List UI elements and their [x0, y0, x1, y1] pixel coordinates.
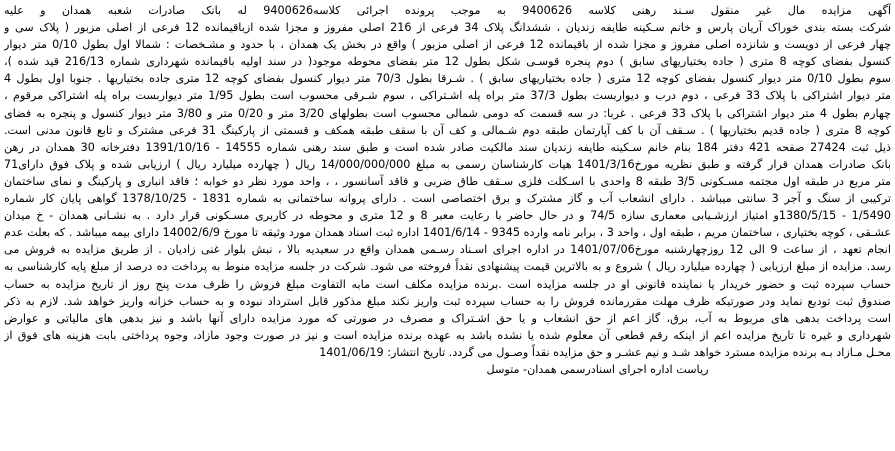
notice-line-2: شرکت بسته بندی خوراک آریان پارس و خانم سـکینه طایفه زندیان ، ششدانگ پلاک 34 فرعی از 216 اصلی مفروز و مجزا شده ازباقیمانده 12 فرعی از اصلی مزبور ( پلاک سی و — [4, 21, 891, 35]
notice-line-4: کنسول بفضای کوچه 8 متری ( جاده بختیاریهای سابق ) دوم پنجره قوسـی شکل بطول 12 متر بفضای محوطه موجود( در سند اولیه باقیمانده شهرداری شماره 216/13 قید شده )، — [4, 55, 891, 69]
notice-line-7: چهارم بطول 4 متر دیوار اشتراکی با پلاک 33 فرعی . غربا: در سه قسمت که دومی شمالی محسوب است بطولهای 3/20 متر و 0/20 متر و 3/80 متر دیوار کنسول و پنجره به فضای — [4, 106, 891, 120]
notice-line-17: حساب سپرده ثبت و حضور خریدار یا نماینده قانونی او در جلسه مزایده است .برنده مزایده مکلف است مابه التفاوت مبلغ فروش را ظرف مدت پنج روز از تاریخ مزایده به حساب — [4, 277, 891, 291]
notice-line-10: بانک صادرات همدان قرار گرفته و طبق نظریه مورخ1401/3/16 هیات کارشناسان رسمی به مبلغ 14/000/000/000 ریال ( چهارده میلیارد ریال ) ارزیابی شده و پلاک فوق دارای71 — [4, 157, 891, 171]
notice-line-8: کوچه 8 متری ( جاده قدیم بختیاریها ) . سـقف آن با کف آپارتمان طبقه دوم شـمالی و کف آن با سقف طبقه همکف و قسمتی از پارکینگ 31 فرعی مشترک و تابع قانون مدنی است. — [4, 123, 891, 137]
notice-signature: رياست اداره اجرای اسنادرسمی همدان- متوسل — [486, 362, 709, 376]
notice-line-12: ترکیبی از سنگ و آجر 3 سانتی میباشد . دارای انشعاب آب و گاز مشترک و برق اختصاصی است . دارای پروانه ساختمانی به شماره 1831 - 1378/10/25 گواهی پایان کار شماره — [4, 192, 891, 206]
notice-line-5: سوم بطول 0/10 متر دیوار کنسول بفضای کوچه 12 متری ( جاده بختیاریهای سابق ) . شـرقا بطول 70/3 متر دیوار کنسول بفضای کوچه 12 متری جاده بختیاریها . جنوبا اول بطول 4 — [4, 72, 891, 86]
notice-line-18: صندوق ثبت تودیع نماید ودر صورتیکه ظرف مهلت مقررمانده فروش را به حساب سپرده ثبت واریز نکند مبلغ مذکور قابل استرداد نبوده و به حساب خزانه واریز خواهد شد. لازم به ذکر — [4, 294, 891, 308]
notice-line-15: انجام تعهد ، از ساعت 9 الی 12 روزچهارشنبه مورخ1401/07/06 در اداره اجرای اسـناد رسـمی همدان واقع در سعیدیه بالا ، نبش بلوار غنی زادیان . از طریق مزایده به فروش می — [4, 243, 891, 257]
notice-line-9: ذیل ثبت 27424 صفحه 421 دفتر 184 بنام خانم سـکینه طایفه زندیان سند مالکیت صادر شده است و طبق سند رهنی شماره 14555 - 1391/10/16 دفترخانه 30 همدان در رهن — [4, 140, 891, 154]
notice-line-13: 1/5490 - 1380/5/15و امتیاز ارزشـیابی معماری سازه 74/5 و در حال حاضر با رعایت معبر 8 و 12 متری و محوطه در کاربری مسـکونی قرار دارد . به نشـانی همدان - خ میدان — [4, 209, 891, 223]
notice-line-16: رسد. مزایده از مبلغ ارزیابی ( چهارده میلیارد ریال ) شروع و به بالاترین قیمت پیشنهادی نقداً فروخته می شود. شرکت در جلسه مزایده منوط به پرداخت ده درصد از مبلغ پایه کارشناسی به — [4, 260, 891, 274]
notice-line-3: چهار فرعی از دویست و شانزده اصلی مفروز و مجزا شده از باقیمانده 12 فرعی از اصلی مزبور ) واقع در بخش یک همدان ، با حدود و مشـخصات : شمالا اول بطول 0/10 متر دیوار — [4, 38, 891, 52]
notice-line-19: است پرداخت بدهی های مربوط به آب، برق، گاز اعم از حق انشعاب و یا حق اشـتراک و مصرف در صورتی که مورد مزایده دارای آنها باشد و نیز بدهی های مالیاتی و عوارض — [4, 311, 891, 325]
notice-line-6: متر دیوار اشتراکی با پلاک 33 فرعی ، دوم درب و دیواربست بطول 37/3 متر براه پله اشـتراکی ، سوم شـرقی محسوب است بطول 1/95 متر دیواربست براه پله اشتراکی مرقوم ، — [4, 89, 891, 103]
notice-line-1: آگهی مزایده مال غیر منقول سـند رهنی کلاسه 9400626 به موجب پرونده اجرائی کلاسه9400626 له بانک صادرات شعبه همدان و علیه — [4, 4, 891, 17]
notice-line-20: شهرداری و غیره تا تاریخ مزایده اعم از اینکه رقم قطعی آن معلوم شده یا نشده باشد به عهده برنده مزایده است و نیز در صورت وجود مازاد، وجوه پرداختی بابت هزینه های فوق از — [4, 328, 891, 342]
notice-line-11: متر مربع در طبقه اول مجتمه مسـکونی 3/5 طبقه 8 واحدی با اسـکلت فلزی سـقف طاق ضربی و فاقد آسانسور ، ، واحد مورد نظر دو خوابه ؛ فاقد انباری و پارکینگ و نمای ساختمان — [4, 174, 891, 188]
auction-notice — [4, 2, 891, 449]
notice-line-21: محـل مـازاد بـه برنده مزایده مسترد خواهد شـد و نیم عشـر و حق مزایده نقداً وصـول می گردد. تاریخ انتشار: 1401/06/19 — [319, 345, 891, 359]
notice-line-14: عشـقی ، کوچه بختیاری ، ساختمان مریم ، طبقه اول ، واحد 3 ، برابر نامه وارده 9345 - 1401/6/14 اداره ثبت اسناد همدان مورد وثیقه تا مورخ 14002/6/9 دارای بیمه میباشد . که بعلت عدم — [4, 226, 891, 240]
